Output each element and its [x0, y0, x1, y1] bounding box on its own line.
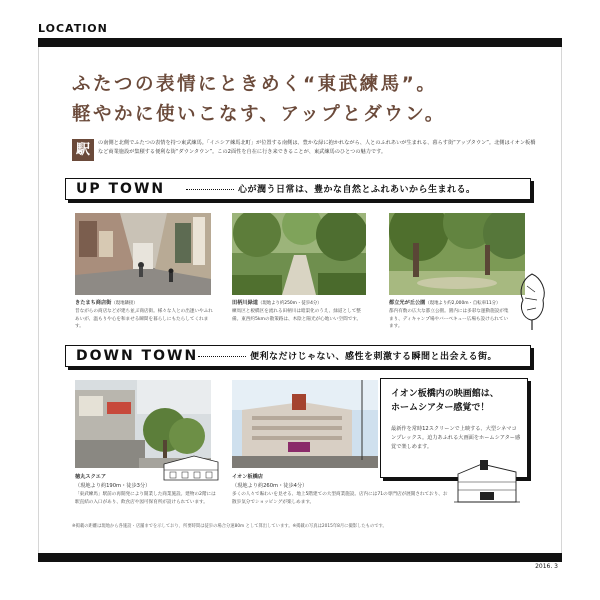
page-date: 2016. 3 — [535, 563, 558, 570]
photo-tagarakawa-greenway — [232, 213, 366, 295]
aeon-caption-title — [232, 473, 307, 489]
tagarakawa-caption-text: 練馬区と板橋区を流れる田柄川は暗渠化のうえ、緑道として整備。東西約5kmの散策路は、木陰と陽光が心地いい空間です。 — [232, 309, 362, 322]
bottom-bar — [38, 553, 562, 562]
uptown-title: UP TOWN — [76, 181, 166, 197]
cinema-heading — [391, 387, 499, 415]
photo-kitamachi-street — [75, 213, 211, 295]
kitamachi-title: きたまち商店街 — [75, 300, 112, 306]
hikarigaoka-title: 都立光が丘公園 — [389, 300, 426, 306]
tree-sketch-illustration — [517, 270, 547, 332]
kitamachi-note: （現地隣接） — [111, 301, 138, 306]
uptown-subtitle: 心が潤う日常は、豊かな自然とふれあいから生まれる。 — [238, 185, 476, 195]
lead-paragraph — [72, 139, 542, 165]
aeon-note: （現地より約260m・徒歩4分） — [232, 483, 308, 489]
photo-hikarigaoka-park — [389, 213, 525, 295]
photo-aeon-itabashi — [232, 380, 378, 468]
kitamachi-caption-title — [75, 299, 138, 306]
tokumaru-caption-text: 「東武練馬」駅前の再開発により開業した商業施設。建物の2階には駅直結の入口があり、飲食店や図可保育所が設けられています。 — [75, 492, 216, 505]
top-bar — [38, 38, 562, 47]
downtown-title: DOWN TOWN — [76, 348, 199, 364]
downtown-band — [65, 345, 531, 367]
lead-mark: 駅 — [72, 139, 94, 161]
hikarigaoka-caption-text: 都内有数の広大な都立公園。園内には多彩な運動施設が集まり、ディキャンプ場やバーベキュー広場も設けられています。 — [389, 309, 509, 329]
headline-line-2: 軽やかに使いこなす、アップとダウン。 — [72, 104, 446, 125]
cinema-text: 最新作を常時12スクリーンで上映する、大型シネマコンプレックス。迫力あふれる大画面をホームシアター感覚で楽しめます。 — [391, 426, 521, 450]
section-label: LOCATION — [38, 22, 108, 35]
tokumaru-note: （現地より約190m・徒歩3分） — [75, 483, 151, 489]
headline-line-1: ふたつの表情にときめく“東武練馬”。 — [72, 74, 438, 95]
uptown-band — [65, 178, 531, 200]
uptown-dots — [186, 189, 234, 190]
headline — [72, 70, 532, 130]
cinema-heading-line-2: ホームシアター感覚で！ — [391, 403, 490, 413]
hikarigaoka-note: （現地より約2,000m・自転車11分） — [425, 301, 501, 306]
kitamachi-caption-text: 昔ながらの商店などが建ち並ぶ商店街。様々な人との出逢いやふれあいが、温もりや心を和ませる瞬間を暮らしにもたらしてくれます。 — [75, 309, 213, 329]
tokumaru-title: 徳丸スクエア — [75, 474, 107, 480]
tagarakawa-caption-title — [232, 299, 322, 306]
aeon-title: イオン板橋店 — [232, 474, 263, 480]
tagarakawa-title: 田柄川緑道 — [232, 300, 258, 306]
station-building-sketch — [160, 452, 222, 482]
hikarigaoka-caption-title — [389, 299, 500, 306]
downtown-subtitle: 便利なだけじゃない、感性を刺激する瞬間と出会える街。 — [250, 352, 498, 362]
tokumaru-caption-title — [75, 473, 150, 489]
lead-text: の南側と北側でふたつの表情を持つ東武練馬。「イニシア練馬北町」が位置する南側は、豊かな緑に抱かれながら、人とのふれあいが生まれる、暮らす街“アップタウン”。北側はイオン板橋など商業施設が集積する便利な街“ダウンタウン”。この2面性を自在に行き来できることが、東武練馬のひとつの魅力です。 — [98, 140, 536, 155]
cinema-building-sketch — [452, 456, 522, 504]
downtown-dots — [198, 356, 246, 357]
tagarakawa-note: （現地より約250m・徒歩4分） — [257, 301, 322, 306]
cinema-heading-line-1: イオン板橋内の映画館は、 — [391, 389, 499, 399]
footnote: ※掲載の距離は現地から各施設・店舗までを示しており、所要時間は徒歩の場合分速80m として算出しています。※掲載の写真は2015年8月に撮影したものです。 — [72, 524, 387, 529]
aeon-caption-text: 多くの人々で賑わいを見せる、地上5階建ての大型商業施設。店内には71の専門店が展開されており、お散歩気分でショッピングが楽しめます。 — [232, 492, 448, 505]
